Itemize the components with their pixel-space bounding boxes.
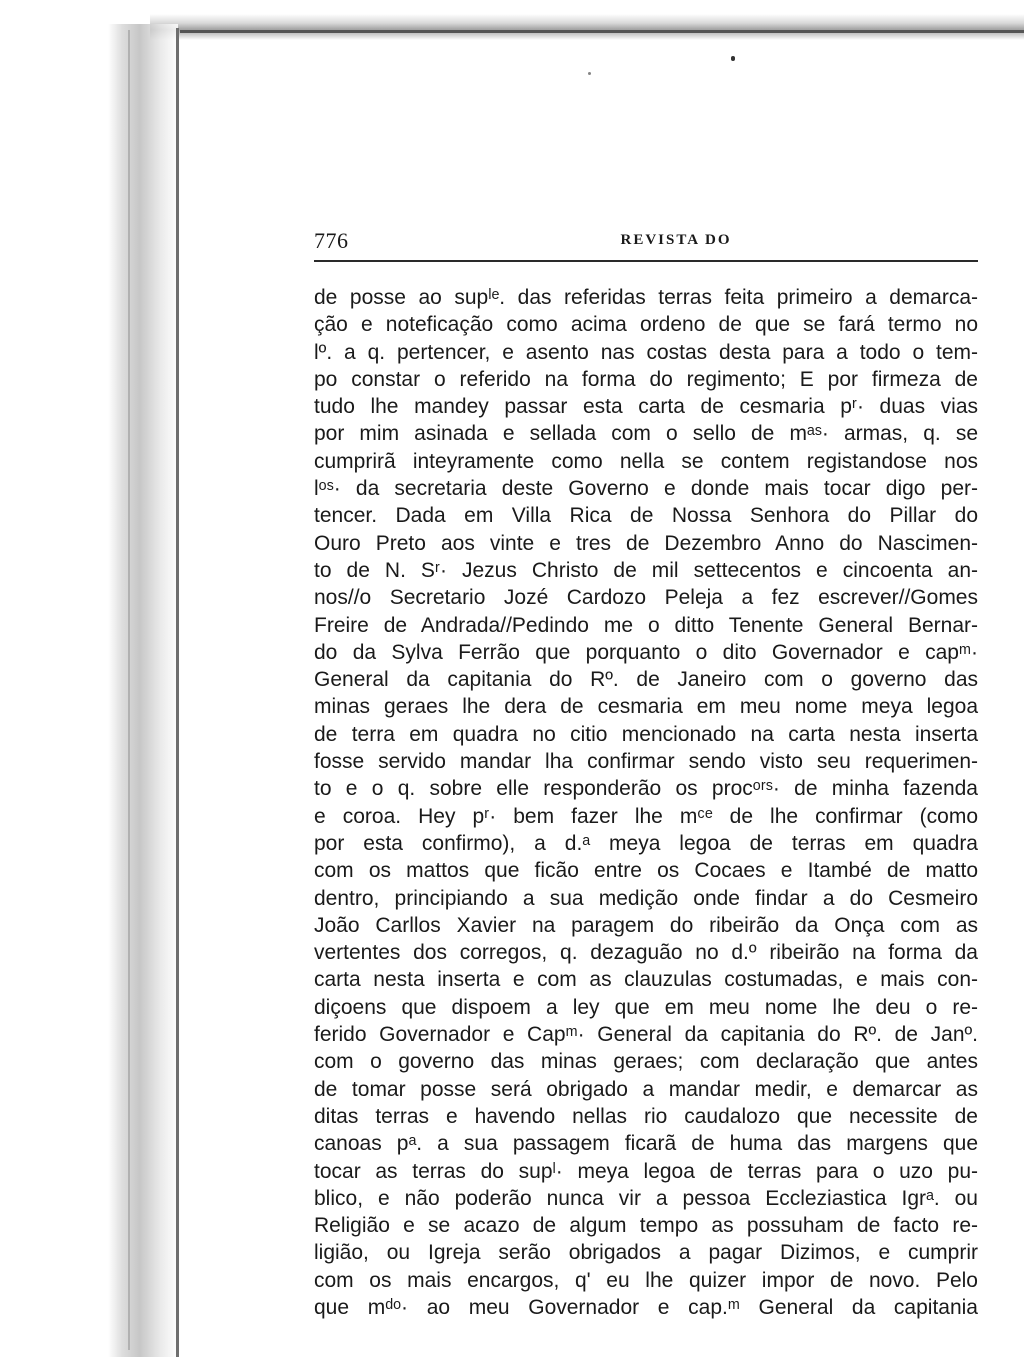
text-line: com o governo das minas geraes; com declaração que antes [314, 1050, 978, 1074]
text-line: tocar as terras do supˡ· meya legoa de terras para o uzo pu- [314, 1159, 978, 1183]
text-line: lº. a q. pertencer, e asento nas costas desta para a todo o tem- [314, 340, 978, 364]
text-line: de posse ao supˡᵉ. das referidas terras feita primeiro a demarca- [314, 286, 978, 309]
running-title: REVISTA DO [620, 232, 732, 248]
scan-speck [588, 72, 591, 75]
text-line: fosse servido mandar lha confirmar sendo visto seu requerimen- [314, 750, 978, 774]
text-line: com os mattos que ficão entre os Cocaes e Itambé de matto [314, 859, 978, 883]
text-line: to e o q. sobre elle responderão os procᵒʳˢ· de minha fazenda [314, 777, 978, 801]
text-line: do da Sylva Ferrão que porquanto o dito Governador e capᵐ· [314, 640, 978, 664]
text-line: General da capitania do Rº. de Janeiro com o governo das [314, 668, 978, 692]
running-head [314, 228, 978, 260]
document-page [314, 228, 978, 1321]
scan-binding-line [176, 28, 179, 1357]
scan-top-edge [150, 14, 1024, 40]
text-line: blico, e não poderão nunca vir a pessoa Eccleziastica Igrᵃ. ou [314, 1186, 978, 1210]
text-line: tencer. Dada em Villa Rica de Nossa Senhora do Pillar do [314, 504, 978, 528]
text-line: tudo lhe mandey passar esta carta de cesmaria pʳ· duas vias [314, 395, 978, 419]
text-line: lᵒˢ· da secretaria deste Governo e donde mais tocar digo per- [314, 477, 978, 501]
text-line: dentro, principiando a sua medição onde findar a do Cesmeiro [314, 886, 978, 910]
text-line: por esta confirmo), a d.ᵃ meya legoa de terras em quadra [314, 831, 978, 855]
scan-speck [731, 56, 735, 61]
text-line: minas geraes lhe dera de cesmaria em meu nome meya legoa [314, 695, 978, 719]
text-line: de tomar posse será obrigado a mandar medir, e demarcar as [314, 1077, 978, 1101]
header-rule [314, 260, 978, 262]
text-line: que mᵈᵒ· ao meu Governador e cap.ᵐ General da capitania [314, 1295, 978, 1319]
text-line: po constar o referido na forma do regimento; E por firmeza de [314, 367, 978, 391]
page-number: 776 [314, 228, 349, 253]
text-line: vertentes dos corregos, q. dezaguão no d.º ribeirão na forma da [314, 941, 978, 965]
text-line: ção e noteficação como acima ordeno de que se fará termo no [314, 313, 978, 337]
text-line: João Carllos Xavier na paragem do ribeirão da Onça com as [314, 913, 978, 937]
text-line: por mim asinada e sellada com o sello de mᵃˢ· armas, q. se [314, 422, 978, 446]
text-line: de terra em quadra no citio mencionado na carta nesta inserta [314, 722, 978, 746]
text-line: canoas pᵃ. a sua passagem ficarã de huma das margens que [314, 1132, 978, 1156]
text-line: Religião e se acazo de algum tempo as possuham de facto re- [314, 1214, 978, 1238]
text-line: nos//o Secretario Jozé Cardozo Peleja a fez escrever//Gomes [314, 586, 978, 610]
scan-top-edge-line [180, 30, 1024, 33]
text-line: Ouro Preto aos vinte e tres de Dezembro Anno do Nascimen- [314, 531, 978, 555]
text-line: e coroa. Hey pʳ· bem fazer lhe mᶜᵉ de lhe confirmar (como [314, 804, 978, 828]
text-line: to de N. Sʳ· Jezus Christo de mil settecentos e cincoenta an- [314, 558, 978, 582]
text-line: ferido Governador e Capᵐ· General da capitania do Rº. de Janº. [314, 1023, 978, 1047]
text-line: ditas terras e havendo nellas rio caudalozo que necessite de [314, 1104, 978, 1128]
text-line: diçoens que dispoem a ley que em meu nome lhe deu o re- [314, 995, 978, 1019]
text-line: com os mais encargos, q' eu lhe quizer impor de novo. Pelo [314, 1268, 978, 1292]
scan-binding-line-outer [128, 30, 130, 1350]
body-text [314, 284, 978, 1321]
text-line: cumprirã inteyramente como nella se contem registandose nos [314, 449, 978, 473]
scan-binding-shadow [108, 24, 178, 1357]
text-line: ligião, ou Igreja serão obrigados a pagar Dizimos, e cumprir [314, 1241, 978, 1265]
text-line: carta nesta inserta e com as clauzulas costumadas, e mais con- [314, 968, 978, 992]
text-line: Freire de Andrada//Pedindo me o ditto Tenente General Bernar- [314, 613, 978, 637]
